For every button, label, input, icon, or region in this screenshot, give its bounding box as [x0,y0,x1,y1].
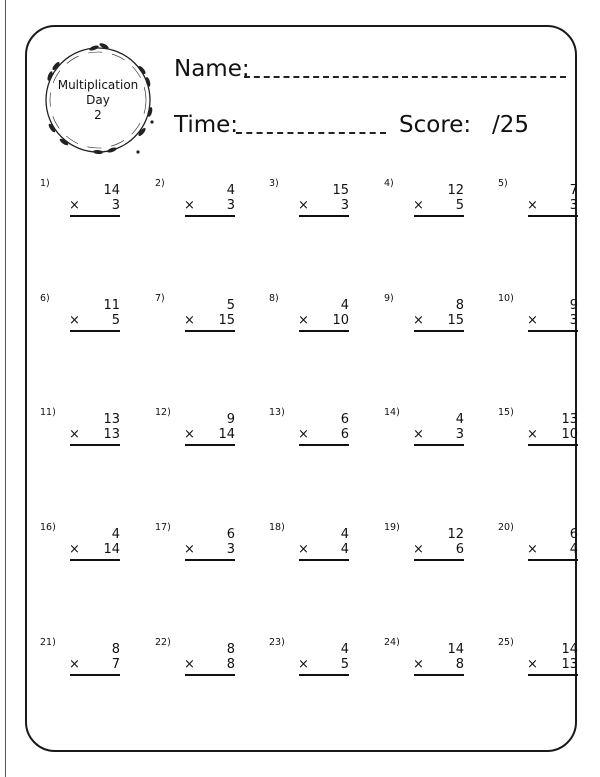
problem-3 [269,178,379,238]
problem-10 [498,293,600,353]
problem-number: 22) [155,637,171,648]
problem-23 [269,637,379,697]
multiplier: 10 [561,427,578,442]
problem-16 [40,522,150,582]
multiply-sign: × [298,313,309,328]
answer-line[interactable] [414,444,464,446]
time-field[interactable] [236,132,386,134]
multiply-sign: × [184,313,195,328]
answer-line[interactable] [528,674,578,676]
multiplicand: 12 [447,527,464,542]
score-label: Score: [399,112,472,138]
problem-2 [155,178,265,238]
answer-line[interactable] [185,559,235,561]
multiplier: 13 [103,427,120,442]
multiplier: 5 [455,198,464,213]
answer-line[interactable] [528,330,578,332]
answer-line[interactable] [414,330,464,332]
problem-number: 7) [155,293,165,304]
multiply-sign: × [527,313,538,328]
multiplier: 4 [569,542,578,557]
problem-number: 24) [384,637,400,648]
multiplier: 10 [332,313,349,328]
badge-line-3: 2 [94,108,102,122]
multiplicand: 14 [447,642,464,657]
multiplier: 5 [111,313,120,328]
problem-22 [155,637,265,697]
multiplicand: 6 [340,412,349,427]
multiplier: 3 [340,198,349,213]
problem-7 [155,293,265,353]
problem-8 [269,293,379,353]
multiply-sign: × [184,657,195,672]
multiply-sign: × [184,542,195,557]
multiplicand: 8 [226,642,235,657]
name-field[interactable] [244,76,566,78]
multiplicand: 4 [340,298,349,313]
multiplicand: 4 [340,642,349,657]
badge-line-2: Day [86,93,110,107]
problem-21 [40,637,150,697]
multiplicand: 8 [111,642,120,657]
problem-9 [384,293,494,353]
answer-line[interactable] [70,444,120,446]
multiply-sign: × [69,657,80,672]
answer-line[interactable] [528,559,578,561]
problem-number: 5) [498,178,508,189]
problem-number: 15) [498,407,514,418]
multiply-sign: × [527,427,538,442]
problem-number: 6) [40,293,50,304]
problem-14 [384,407,494,467]
problem-number: 20) [498,522,514,533]
problem-17 [155,522,265,582]
multiplier: 3 [455,427,464,442]
multiplier: 8 [226,657,235,672]
multiplier: 7 [111,657,120,672]
problem-number: 2) [155,178,165,189]
problem-19 [384,522,494,582]
multiply-sign: × [298,542,309,557]
answer-line[interactable] [185,330,235,332]
problem-number: 8) [269,293,279,304]
problem-number: 13) [269,407,285,418]
answer-line[interactable] [185,674,235,676]
answer-line[interactable] [299,215,349,217]
multiply-sign: × [527,542,538,557]
multiply-sign: × [413,198,424,213]
multiply-sign: × [527,657,538,672]
answer-line[interactable] [528,215,578,217]
problem-25 [498,637,600,697]
problem-number: 10) [498,293,514,304]
multiplicand: 11 [103,298,120,313]
multiplicand: 4 [111,527,120,542]
multiply-sign: × [298,427,309,442]
multiplier: 15 [218,313,235,328]
problem-number: 17) [155,522,171,533]
multiplier: 14 [103,542,120,557]
multiply-sign: × [298,657,309,672]
problem-number: 21) [40,637,56,648]
multiply-sign: × [413,427,424,442]
multiplicand: 9 [226,412,235,427]
answer-line[interactable] [414,215,464,217]
multiplicand: 12 [447,183,464,198]
answer-line[interactable] [299,559,349,561]
answer-line[interactable] [185,444,235,446]
problem-number: 14) [384,407,400,418]
multiplier: 3 [226,542,235,557]
problem-number: 12) [155,407,171,418]
multiplicand: 13 [561,412,578,427]
answer-line[interactable] [185,215,235,217]
multiply-sign: × [69,198,80,213]
problem-15 [498,407,600,467]
multiply-sign: × [69,542,80,557]
multiplier: 5 [340,657,349,672]
problem-5 [498,178,600,238]
problem-number: 23) [269,637,285,648]
badge-title [38,78,158,123]
multiplier: 3 [569,198,578,213]
multiply-sign: × [184,198,195,213]
answer-line[interactable] [70,674,120,676]
multiplicand: 4 [455,412,464,427]
multiplier: 8 [455,657,464,672]
problem-11 [40,407,150,467]
multiplier: 3 [111,198,120,213]
problem-number: 19) [384,522,400,533]
problem-6 [40,293,150,353]
multiplicand: 6 [226,527,235,542]
multiplicand: 4 [340,527,349,542]
badge-line-1: Multiplication [57,78,139,92]
answer-line[interactable] [70,330,120,332]
multiply-sign: × [527,198,538,213]
answer-line[interactable] [528,444,578,446]
answer-line[interactable] [70,215,120,217]
problem-12 [155,407,265,467]
multiplicand: 4 [226,183,235,198]
problem-number: 1) [40,178,50,189]
problem-number: 18) [269,522,285,533]
multiplier: 3 [569,313,578,328]
answer-line[interactable] [299,444,349,446]
multiplier: 6 [340,427,349,442]
multiplicand: 5 [226,298,235,313]
problem-13 [269,407,379,467]
multiplicand: 14 [103,183,120,198]
page-edge-line [5,0,6,777]
answer-line[interactable] [299,330,349,332]
multiply-sign: × [413,313,424,328]
problem-4 [384,178,494,238]
multiplier: 6 [455,542,464,557]
answer-line[interactable] [414,674,464,676]
multiplicand: 13 [103,412,120,427]
problem-24 [384,637,494,697]
problem-number: 3) [269,178,279,189]
answer-line[interactable] [299,674,349,676]
multiplier: 3 [226,198,235,213]
time-label: Time: [174,112,239,138]
multiplicand: 15 [332,183,349,198]
multiplicand: 7 [569,183,578,198]
problem-1 [40,178,150,238]
problem-number: 11) [40,407,56,418]
multiplicand: 9 [569,298,578,313]
problem-18 [269,522,379,582]
multiply-sign: × [69,427,80,442]
score-total: /25 [492,112,530,138]
multiplicand: 6 [569,527,578,542]
multiply-sign: × [184,427,195,442]
answer-line[interactable] [414,559,464,561]
problem-20 [498,522,600,582]
multiply-sign: × [298,198,309,213]
multiply-sign: × [69,313,80,328]
problem-number: 25) [498,637,514,648]
multiply-sign: × [413,657,424,672]
name-label: Name: [174,56,250,82]
multiplier: 13 [561,657,578,672]
answer-line[interactable] [70,559,120,561]
problem-number: 16) [40,522,56,533]
multiplier: 15 [447,313,464,328]
multiplicand: 8 [455,298,464,313]
multiply-sign: × [413,542,424,557]
multiplier: 14 [218,427,235,442]
problem-number: 9) [384,293,394,304]
multiplier: 4 [340,542,349,557]
multiplicand: 14 [561,642,578,657]
problem-number: 4) [384,178,394,189]
